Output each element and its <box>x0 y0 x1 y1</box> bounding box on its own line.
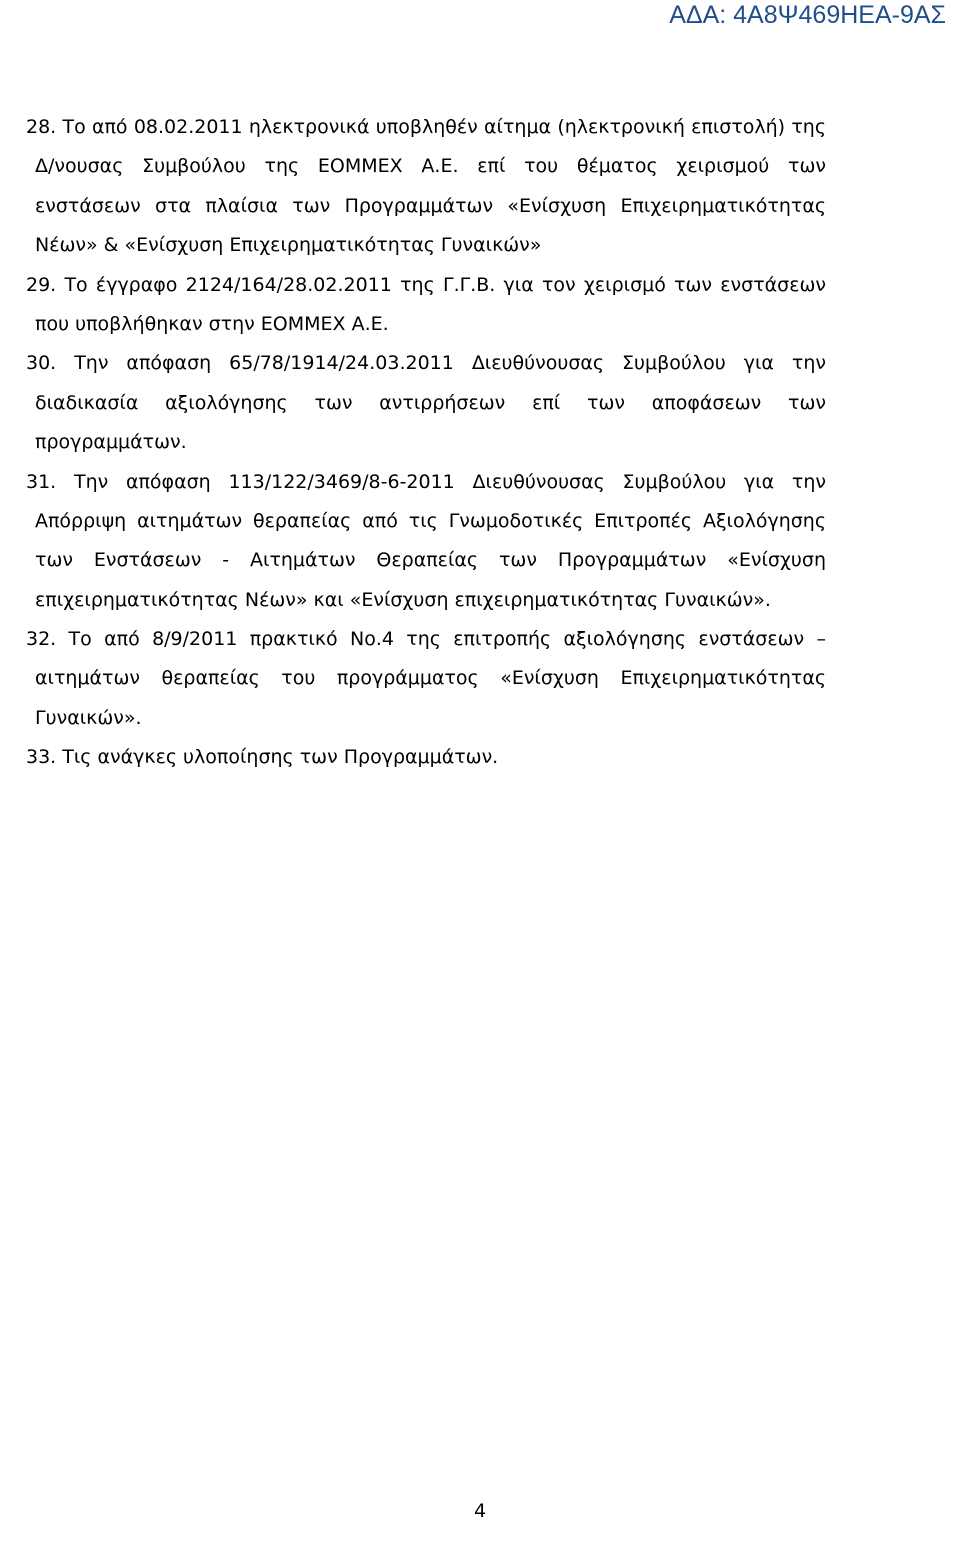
text-line: 28. Το από 08.02.2011 ηλεκτρονικά υποβληθέν αίτημα (ηλεκτρονική επιστολή) της <box>26 116 826 138</box>
text-line: που υποβλήθηκαν στην ΕΟΜΜΕΧ Α.Ε. <box>35 312 389 335</box>
text-line: επιχειρηματικότητας Νέων» και «Ενίσχυση επιχειρηματικότητας Γυναικών». <box>35 588 771 611</box>
list-item <box>26 344 826 462</box>
text-line: 30. Την απόφαση 65/78/1914/24.03.2011 Διευθύνουσας Συμβούλου για την <box>26 352 826 375</box>
text-line: Δ/νουσας Συμβούλου της ΕΟΜΜΕΧ Α.Ε. επί του θέματος χειρισμού των <box>35 155 826 178</box>
list-item <box>26 266 826 345</box>
text-line: Νέων» & «Ενίσχυση Επιχειρηματικότητας Γυναικών» <box>35 234 542 257</box>
text-line: Γυναικών». <box>35 706 142 729</box>
list-item <box>26 463 826 621</box>
text-line: των Ενστάσεων - Αιτημάτων Θεραπείας των Προγραμμάτων «Ενίσχυση <box>35 549 826 572</box>
text-line: αιτημάτων θεραπείας του προγράμματος «Ενίσχυση Επιχειρηματικότητας <box>35 667 826 690</box>
page-number: 4 <box>473 1500 487 1522</box>
text-line: διαδικασία αξιολόγησης των αντιρρήσεων επί των αποφάσεων των <box>35 391 826 414</box>
document-body <box>26 108 826 778</box>
text-line: προγραμμάτων. <box>35 431 187 454</box>
text-line: 32. Το από 8/9/2011 πρακτικό Νο.4 της επιτροπής αξιολόγησης ενστάσεων – <box>26 628 826 651</box>
text-line: Απόρριψη αιτημάτων θεραπείας από τις Γνωμοδοτικές Επιτροπές Αξιολόγησης <box>35 509 826 532</box>
ada-code: ΑΔΑ: 4Α8Ψ469ΗΕΑ-9ΑΣ <box>669 1 946 29</box>
text-line: ενστάσεων στα πλαίσια των Προγραμμάτων «Ενίσχυση Επιχειρηματικότητας <box>35 194 826 217</box>
text-line: 29. Το έγγραφο 2124/164/28.02.2011 της Γ.Γ.Β. για τον χειρισμό των ενστάσεων <box>26 273 826 296</box>
list-item <box>26 738 826 777</box>
text-line: 33. Τις ανάγκες υλοποίησης των Προγραμμάτων. <box>26 746 499 769</box>
list-item <box>26 108 826 266</box>
list-item <box>26 620 826 738</box>
text-line: 31. Την απόφαση 113/122/3469/8-6-2011 Διευθύνουσας Συμβούλου για την <box>26 470 826 493</box>
